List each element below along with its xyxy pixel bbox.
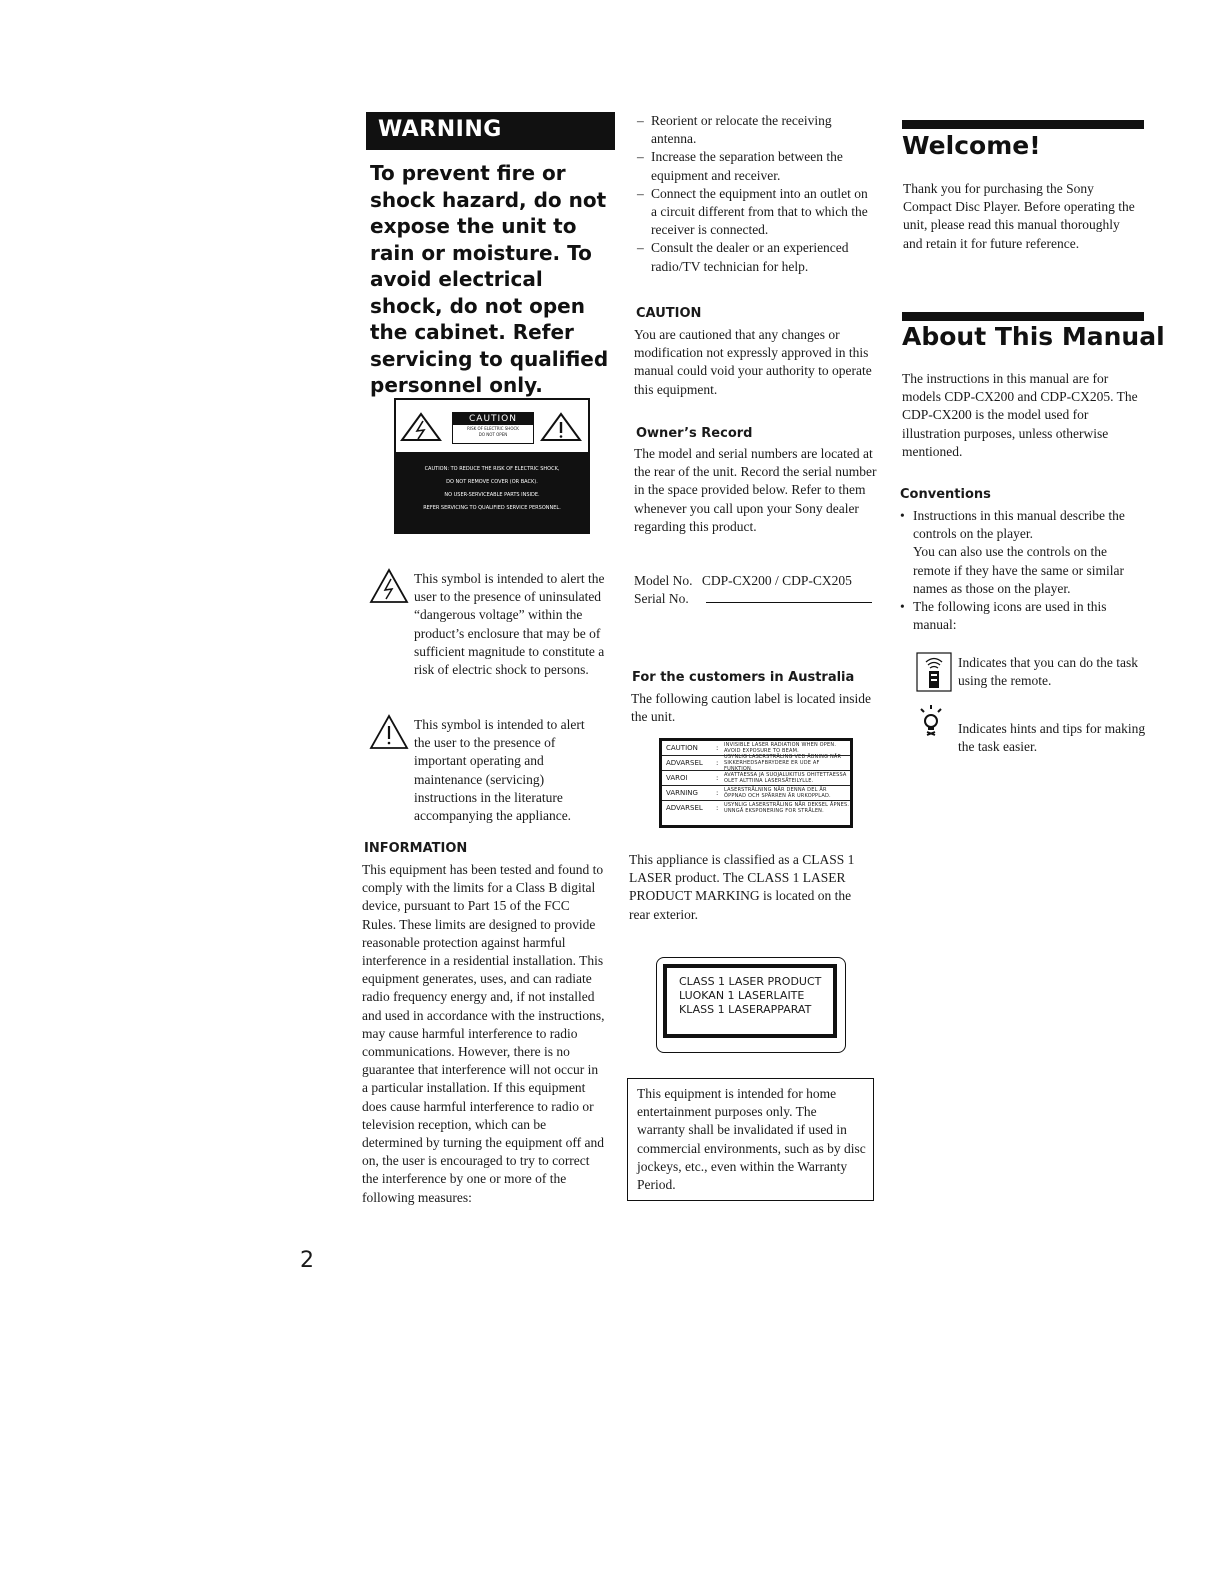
welcome-text: Thank you for purchasing the Sony Compact Disc Player. Before operating the unit, please read this manual thoroughly and retain it for future reference. [903,181,1135,251]
laser-label-row: VARNING : LASERSTRÅLNING NÄR DENNA DEL ÄR ÖPPNAD OCH SPÄRREN ÄR URKOPPLAD. [662,785,850,800]
warning-header-bar [366,112,615,150]
laser-row-key: CAUTION [666,744,698,752]
measure-2: Increase the separation between the equipment and receiver. [651,149,843,183]
laser-label-row: CAUTION : INVISIBLE LASER RADIATION WHEN OPEN. AVOID EXPOSURE TO BEAM. [662,741,850,755]
laser-row-key: VAROI [666,774,688,782]
australia-heading: For the customers in Australia [632,670,855,685]
page-number: 2 [300,1248,314,1273]
warning-header: WARNING [378,117,502,142]
list-item: – Connect the equipment into an outlet on a circuit different from that to which the receiver is connected. [637,185,868,238]
owners-record-heading: Owner’s Record [636,426,753,441]
measure-4: Consult the dealer or an experienced radio/TV technician for help. [651,240,849,274]
icon-remote-text: Indicates that you can do the task using the remote. [958,655,1138,689]
class1-line1: CLASS 1 LASER PRODUCT [679,975,822,988]
caution-box [452,412,534,444]
laser-row-key: VARNING [666,789,698,797]
home-use-box: This equipment is intended for home entertainment purposes only. The warranty shall be invalidated if used in commercial environments, such as by disc jockeys, etc., even within the Warranty Period. [627,1078,874,1201]
list-item: – Reorient or relocate the receiving antenna. [637,113,832,147]
about-heading: About This Manual [902,322,1165,351]
caution-box-sub2: DO NOT OPEN [478,432,508,437]
serial-blank [706,592,872,603]
measure-1: Reorient or relocate the receiving antenna. [651,113,832,147]
exclamation-warning-icon [540,412,582,442]
conventions-list [900,507,1144,634]
caution-line4: REFER SERVICING TO QUALIFIED SERVICE PERSONNEL. [423,505,561,511]
model-label: Model No. [634,573,693,588]
information-text: This equipment has been tested and found to comply with the limits for a Class B digital device, pursuant to Part 15 of the FCC Rules. These limits are designed to provide reasonable protection against harmful interference in a residential installation. This equipment generates, uses, and can radiate radio frequency energy and, if not installed and used in accordance with the instructions, may cause harmful interference to radio communications. However, there is no guarantee that interference will not occur in a particular installation. If this equipment does cause harmful interference to radio or television reception, which can be determined by turning the equipment off and on, the user is encouraged to try to correct the interference by one or more of the following measures: [362,862,605,1205]
laser-row-key: ADVARSEL [666,759,703,767]
list-item: • The following icons are used in this manual: [900,599,1107,633]
remote-icon [916,652,952,692]
information-heading: INFORMATION [364,841,468,856]
class1-label-outer [656,957,846,1053]
welcome-rule [902,120,1144,129]
measures-list [637,112,875,276]
about-rule [902,312,1144,321]
symbol1-text: This symbol is intended to alert the user to the presence of uninsulated “dangerous voltage” within the product’s enclosure that may be of sufficient magnitude to constitute a risk of electric shock to persons. [414,571,605,678]
caution-line3: NO USER-SERVICEABLE PARTS INSIDE. [444,492,540,498]
laser-label-row: ADVARSEL : USYNLIG LASERSTRÅLING VED ÅBNING NÅR SIKKERHEDSAFBRYDERE ER UDE AF FUNKTION. [662,755,850,770]
welcome-heading: Welcome! [902,131,1041,160]
caution-heading: CAUTION [636,306,702,321]
lightning-warning-icon [400,412,442,442]
laser-row-key: ADVARSEL [666,804,703,812]
hint-bulb-icon [916,704,946,742]
laser-label-row: ADVARSEL : USYNLIG LASERSTRÅLING NÅR DEKSEL ÅPNES. UNNGÅ EKSPONERING FOR STRÅLEN. [662,800,850,815]
class1-line2: LUOKAN 1 LASERLAITE [679,989,805,1002]
conventions-bullet2: The following icons are used in this manual: [913,599,1107,633]
conventions-bullet1-extra: You can also use the controls on the remote if they have the same or similar names as those on the player. [913,544,1125,596]
model-value: CDP-CX200 / CDP-CX205 [701,573,852,588]
laser-row-text: USYNLIG LASERSTRÅLING NÅR DEKSEL ÅPNES. UNNGÅ EKSPONERING FOR STRÅLEN. [724,802,850,814]
symbol2-text: This symbol is intended to alert the user to the presence of important operating and maintenance (servicing) instructions in the literature accompanying the appliance. [414,717,585,824]
serial-label: Serial No. [634,591,689,606]
caution-line1: CAUTION: TO REDUCE THE RISK OF ELECTRIC SHOCK, [424,466,560,472]
laser-row-text: INVISIBLE LASER RADIATION WHEN OPEN. AVOID EXPOSURE TO BEAM. [724,742,837,754]
conventions-heading: Conventions [900,487,991,502]
list-item: – Consult the dealer or an experienced radio/TV technician for help. [637,240,849,274]
exclamation-symbol-icon [369,714,409,750]
caution-text: You are cautioned that any changes or modification not expressly approved in this manual could void your authority to operate this equipment. [634,327,872,397]
laser-row-text: AVATTAESSA JA SUOJALUKITUS OHITETTAESSA OLET ALTTIINA LASERSÄTEILYLLE. [724,772,847,784]
measure-3: Connect the equipment into an outlet on a circuit different from that to which the receiver is connected. [651,185,868,238]
warning-text: To prevent fire or shock hazard, do not expose the unit to rain or moisture. To avoid electrical shock, do not open the cabinet. Refer servicing to qualified personnel only. [370,161,609,397]
class1-label-inner [663,964,837,1038]
class1-text: This appliance is classified as a CLASS 1 LASER product. The CLASS 1 LASER PRODUCT MARKING is located on the rear exterior. [629,852,855,922]
laser-caution-label [659,738,853,828]
class1-line3: KLASS 1 LASERAPPARAT [679,1003,812,1016]
list-item: • Instructions in this manual describe the controls on the player. You can also use the controls on the remote if they have the same or similar names as those on the player. [900,507,1144,598]
serial-row [634,590,874,608]
about-text: The instructions in this manual are for models CDP-CX200 and CDP-CX205. The CDP-CX200 is the model used for illustration purposes, unless otherwise mentioned. [902,371,1138,459]
australia-text: The following caution label is located inside the unit. [631,691,871,725]
owners-record-text: The model and serial numbers are located at the rear of the unit. Record the serial number in the space provided below. Refer to them whenever you call upon your Sony dealer regarding this product. [634,446,877,534]
lightning-symbol-icon [369,568,409,604]
laser-row-text: USYNLIG LASERSTRÅLING VED ÅBNING NÅR SIKKERHEDSAFBRYDERE ER UDE AF FUNKTION. [724,754,842,772]
caution-line2: DO NOT REMOVE COVER (OR BACK). [446,479,538,485]
list-item: – Increase the separation between the equipment and receiver. [637,149,843,183]
laser-row-text: LASERSTRÅLNING NÄR DENNA DEL ÄR ÖPPNAD OCH SPÄRREN ÄR URKOPPLAD. [724,787,831,799]
caution-label-black-panel [396,452,588,532]
shock-caution-label [394,398,590,534]
caution-box-title: CAUTION [453,413,533,425]
model-row [634,572,874,590]
caution-box-sub1: RISK OF ELECTRIC SHOCK [467,426,519,431]
conventions-bullet1: Instructions in this manual describe the controls on the player. [913,508,1125,542]
icon-hint-text: Indicates hints and tips for making the task easier. [958,721,1146,755]
laser-label-row: VAROI : AVATTAESSA JA SUOJALUKITUS OHITETTAESSA OLET ALTTIINA LASERSÄTEILYLLE. [662,770,850,785]
